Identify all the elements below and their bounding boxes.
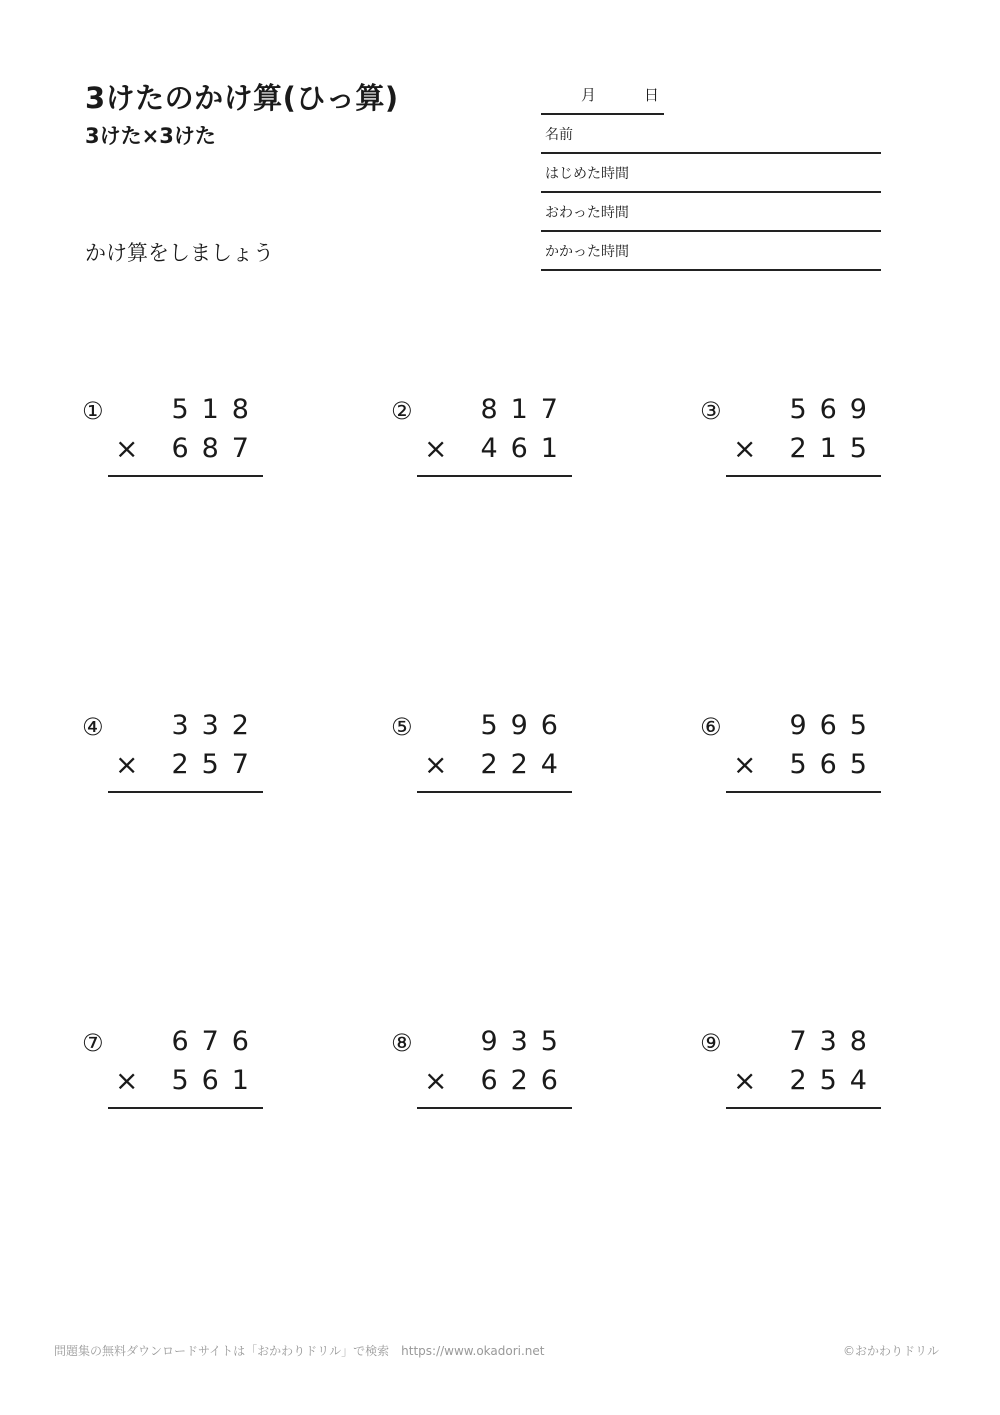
multiply-sign: ×	[733, 1064, 757, 1097]
multiplicand: 738	[789, 1026, 880, 1057]
problem-number: ⑦	[82, 1029, 104, 1057]
problem-number: ④	[82, 713, 104, 741]
date-field	[541, 75, 664, 115]
instruction-text: かけ算をしましょう	[85, 241, 274, 265]
record-box	[541, 75, 881, 271]
problem-number: ①	[82, 397, 104, 425]
answer-line	[417, 1107, 572, 1109]
footer-site-note: 問題集の無料ダウンロードサイトは「おかわりドリル」で検索 https://www.okadori.net	[54, 1344, 545, 1358]
worksheet-subtitle: 3けた×3けた	[85, 124, 216, 148]
problem-5	[391, 710, 591, 800]
multiply-sign: ×	[115, 1064, 139, 1097]
multiplicand: 935	[480, 1026, 571, 1057]
multiplicand: 518	[171, 394, 262, 425]
problem-number: ③	[700, 397, 722, 425]
multiplier: 254	[789, 1065, 880, 1096]
elapsed-time-label: かかった時間	[545, 243, 629, 260]
start-time-label: はじめた時間	[545, 165, 629, 182]
problem-1	[82, 394, 282, 484]
problem-2	[391, 394, 591, 484]
multiply-sign: ×	[115, 748, 139, 781]
end-time-field	[541, 193, 881, 232]
start-time-field	[541, 154, 881, 193]
problem-8	[391, 1026, 591, 1116]
problem-number: ②	[391, 397, 413, 425]
multiplicand: 676	[171, 1026, 262, 1057]
multiplicand: 596	[480, 710, 571, 741]
multiplicand: 817	[480, 394, 571, 425]
problem-3	[700, 394, 900, 484]
end-time-label: おわった時間	[545, 204, 629, 221]
multiplicand: 332	[171, 710, 262, 741]
multiplier: 626	[480, 1065, 571, 1096]
multiplicand: 965	[789, 710, 880, 741]
answer-line	[726, 791, 881, 793]
multiplier: 461	[480, 433, 571, 464]
name-field	[541, 115, 881, 154]
worksheet-title: 3けたのかけ算(ひっ算)	[85, 81, 399, 115]
day-label: 日	[644, 86, 660, 104]
answer-line	[417, 475, 572, 477]
multiplier: 687	[171, 433, 262, 464]
multiplier: 224	[480, 749, 571, 780]
multiplier: 561	[171, 1065, 262, 1096]
elapsed-time-field	[541, 232, 881, 271]
name-label: 名前	[545, 126, 573, 143]
month-label: 月	[581, 86, 597, 104]
multiplier: 215	[789, 433, 880, 464]
answer-line	[417, 791, 572, 793]
multiplicand: 569	[789, 394, 880, 425]
multiplier: 565	[789, 749, 880, 780]
footer-copyright: ©おかわりドリル	[842, 1344, 939, 1358]
problem-9	[700, 1026, 900, 1116]
multiplier: 257	[171, 749, 262, 780]
multiply-sign: ×	[733, 748, 757, 781]
problem-4	[82, 710, 282, 800]
answer-line	[108, 791, 263, 793]
problem-number: ⑤	[391, 713, 413, 741]
answer-line	[108, 475, 263, 477]
multiply-sign: ×	[424, 432, 448, 465]
answer-line	[108, 1107, 263, 1109]
problem-6	[700, 710, 900, 800]
multiply-sign: ×	[424, 748, 448, 781]
problem-number: ⑧	[391, 1029, 413, 1057]
multiply-sign: ×	[733, 432, 757, 465]
problem-7	[82, 1026, 282, 1116]
problem-number: ⑥	[700, 713, 722, 741]
multiply-sign: ×	[424, 1064, 448, 1097]
multiply-sign: ×	[115, 432, 139, 465]
answer-line	[726, 1107, 881, 1109]
problem-number: ⑨	[700, 1029, 722, 1057]
answer-line	[726, 475, 881, 477]
